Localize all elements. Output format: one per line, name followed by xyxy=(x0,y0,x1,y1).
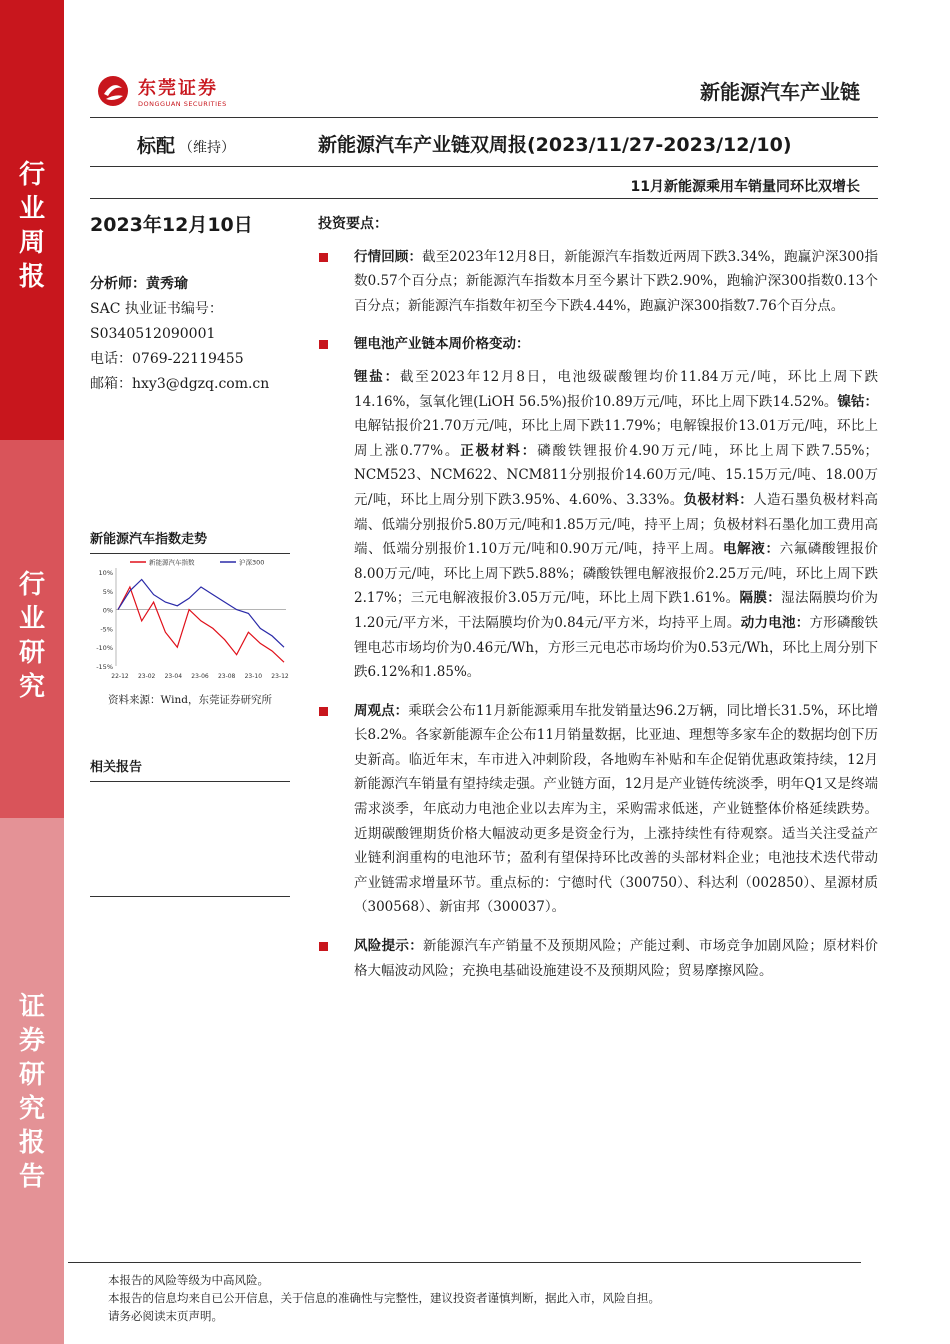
anode-text: 人造石墨负极材料高端、低端分别报价5.80万元/吨和1.85万元/吨，持平上周；负极材料石墨化加工费用高端、低端分别报价1.10万元/吨和0.90万元/吨，持平上周。 xyxy=(354,491,879,558)
nickel-cobalt-text: 电解钴报价21.70万元/吨，环比上周下跌11.79%；电解镍报价13.01万元/吨，环比上周上涨0.77%。 xyxy=(354,418,878,459)
x-tick-label: 22-12 xyxy=(111,673,129,680)
subtitle-divider xyxy=(90,198,878,199)
related-reports-title: 相关报告 xyxy=(90,756,290,782)
risk-warning-heading: 风险提示： xyxy=(354,938,423,955)
x-tick-label: 23-02 xyxy=(137,673,156,680)
y-tick-label: 10% xyxy=(98,569,113,577)
footer-divider xyxy=(68,1262,861,1263)
lithium-salt-heading: 锂盐： xyxy=(354,368,400,385)
sidebar-char: 报 xyxy=(18,1128,45,1158)
price-change-paragraph xyxy=(318,365,878,685)
anode-heading: 负极材料： xyxy=(683,491,754,508)
header-divider xyxy=(90,117,878,118)
x-tick-label: 23-06 xyxy=(191,673,209,680)
bullet-square-icon xyxy=(319,340,328,349)
rating-value: 标配 xyxy=(137,135,176,157)
sac-number: S0340512090001 xyxy=(90,326,216,342)
nickel-cobalt-heading: 镍钴： xyxy=(837,393,879,410)
chart-title: 新能源汽车指数走势 xyxy=(90,528,290,554)
series-line-0 xyxy=(118,587,284,662)
logo-chinese-name: 东莞证券 xyxy=(138,78,218,99)
market-review-text: 截至2023年12月8日，新能源汽车指数近两周下跌3.34%，跑赢沪深300指数0.57个百分点；新能源汽车指数本月至今累计下跌2.90%，跑输沪深300指数0.13个百分点；新能源汽车指数年初至今下跌4.44%，跑赢沪深300指数7.76个百分点。 xyxy=(354,248,879,314)
sidebar-char: 研 xyxy=(18,1060,45,1090)
sidebar-char: 报 xyxy=(18,262,45,292)
weekly-view-heading: 周观点： xyxy=(354,702,409,719)
report-title: 新能源汽车产业链双周报(2023/11/27-2023/12/10) xyxy=(318,134,792,156)
y-tick-label: -10% xyxy=(96,644,113,653)
electrolyte-heading: 电解液： xyxy=(723,541,780,558)
sidebar xyxy=(0,0,64,1344)
sidebar-char: 周 xyxy=(18,228,45,258)
related-divider xyxy=(90,896,290,897)
key-points-title: 投资要点： xyxy=(318,216,388,232)
weekly-view xyxy=(318,699,878,920)
bullet-square-icon xyxy=(319,253,328,262)
risk-warning xyxy=(318,934,878,983)
analyst-phone: 电话：0769-22119455 xyxy=(90,351,244,367)
sidebar-char: 证 xyxy=(18,992,45,1022)
y-tick-label: -5% xyxy=(100,625,113,634)
chart-svg xyxy=(90,554,290,684)
sidebar-char: 业 xyxy=(18,604,45,634)
analyst-label: 分析师： xyxy=(90,276,146,292)
separator-text: 湿法隔膜均价为1.20元/平方米，干法隔膜均价为0.84元/平方米，均持平上周。 xyxy=(354,590,878,631)
x-tick-label: 23-10 xyxy=(244,673,263,680)
sidebar-char: 行 xyxy=(18,160,45,190)
chart-source: 资料来源：Wind，东莞证券研究所 xyxy=(108,694,272,706)
footer-risk-level: 本报告的风险等级为中高风险。 xyxy=(108,1273,269,1287)
y-tick-label: -15% xyxy=(96,663,113,671)
sidebar-char: 研 xyxy=(18,638,45,668)
footer xyxy=(108,1271,660,1325)
footer-disclaimer: 本报告的信息均来自已公开信息，关于信息的准确性与完整性，建议投资者谨慎判断，据此入市，风险自担。 xyxy=(108,1291,660,1305)
cathode-heading: 正极材料： xyxy=(460,442,538,459)
cathode-text: 磷酸铁锂报价4.90万元/吨，环比上周下跌7.55%；NCM523、NCM622、NCM811分别报价14.60万元/吨、15.15万元/吨、18.00万元/吨，环比上周分别下跌3.95%、4.60%、3.33%。 xyxy=(354,442,879,508)
company-logo xyxy=(96,74,227,108)
sidebar-char: 究 xyxy=(18,1094,45,1124)
logo-emblem-icon xyxy=(96,74,130,108)
legend-label: 沪深300 xyxy=(239,558,265,567)
sidebar-block-weekly xyxy=(0,0,64,440)
analyst-email[interactable]: 邮箱：hxy3@dgzq.com.cn xyxy=(90,376,270,392)
bullet-square-icon xyxy=(319,707,328,716)
sidebar-char: 行 xyxy=(18,570,45,600)
y-tick-label: 5% xyxy=(102,587,113,596)
analyst-info xyxy=(90,272,269,397)
sidebar-char: 业 xyxy=(18,194,45,224)
logo-english-name: DONGGUAN SECURITIES xyxy=(138,100,227,108)
y-tick-label: 0% xyxy=(102,606,113,615)
sidebar-char: 告 xyxy=(18,1162,45,1192)
x-tick-label: 23-04 xyxy=(164,673,183,680)
sidebar-block-research xyxy=(0,440,64,818)
footer-notice: 请务必阅读末页声明。 xyxy=(108,1309,223,1323)
index-chart xyxy=(90,528,290,707)
main-content xyxy=(318,212,878,997)
x-tick-label: 23-08 xyxy=(217,673,236,680)
weekly-view-text: 乘联会公布11月新能源乘用车批发销量达96.2万辆，同比增长31.5%，环比增长8.2%。各家新能源车企公布11月销量数据，比亚迪、理想等多家车企的数据均创下历史新高。临近年末，车市进入冲刺阶段，各地购车补贴和车企促销优惠政策持续，12月新能源汽车销量有望持续走强。产业链方面，12月是产业链传统淡季，明年Q1又是终端需求淡季，年底动力电池企业以去库为主，采购需求低迷，产业链整体价格延续跌势。近期碳酸锂期货价格大幅波动更多是资金行为，上涨持续性有待观察。适当关注受益产业链利润重构的电池环节；盈利有望保持环比改善的头部材料企业；电池技术迭代带动产业链需求增量环节。重点标的：宁德时代（300750）、科达利（002850）、星源材质（300568）、新宙邦（300037）。 xyxy=(354,702,879,916)
sidebar-block-securities xyxy=(0,818,64,1344)
sidebar-char: 券 xyxy=(18,1026,45,1056)
report-date: 2023年12月10日 xyxy=(90,214,253,236)
series-line-1 xyxy=(118,580,284,648)
bullet-square-icon xyxy=(319,942,328,951)
x-tick-label: 23-12 xyxy=(271,673,289,680)
rating-note: （维持） xyxy=(179,140,236,156)
power-battery-heading: 动力电池： xyxy=(740,614,810,631)
power-battery-text: 方形磷酸铁锂电芯市场均价为0.46元/Wh，方形三元电芯市场均价为0.53元/Wh，环比上周分别下跌6.12%和1.85%。 xyxy=(354,614,879,681)
separator-heading: 隔膜： xyxy=(739,590,782,607)
legend-label: 新能源汽车指数 xyxy=(149,558,195,567)
report-subtitle: 11月新能源乘用车销量同环比双增长 xyxy=(630,179,860,195)
lithium-salt-text: 截至2023年12月8日，电池级碳酸锂均价11.84万元/吨，环比上周下跌14.16%，氢氧化锂(LiOH 56.5%)报价10.89万元/吨，环比上周下跌14.52%。 xyxy=(354,368,878,410)
price-change-heading: 锂电池产业链本周价格变动： xyxy=(354,336,530,353)
rating xyxy=(137,131,235,158)
industry-label: 新能源汽车产业链 xyxy=(700,80,860,104)
price-change-heading-row xyxy=(318,332,878,357)
title-divider xyxy=(90,166,878,167)
sac-label: SAC 执业证书编号： xyxy=(90,301,223,317)
risk-warning-text: 新能源汽车产销量不及预期风险；产能过剩、市场竞争加剧风险；原材料价格大幅波动风险；充换电基础设施建设不及预期风险；贸易摩擦风险。 xyxy=(354,938,879,979)
analyst-name: 黄秀瑜 xyxy=(146,276,188,292)
sidebar-char: 究 xyxy=(18,672,45,702)
market-review xyxy=(318,245,878,319)
market-review-heading: 行情回顾： xyxy=(354,248,423,265)
electrolyte-text: 六氟磷酸锂报价8.00万元/吨，环比上周下跌5.88%；磷酸铁锂电解液报价2.25万元/吨，环比上周下跌2.17%；三元电解液报价3.05万元/吨，环比上周下跌1.61%。 xyxy=(354,541,879,607)
